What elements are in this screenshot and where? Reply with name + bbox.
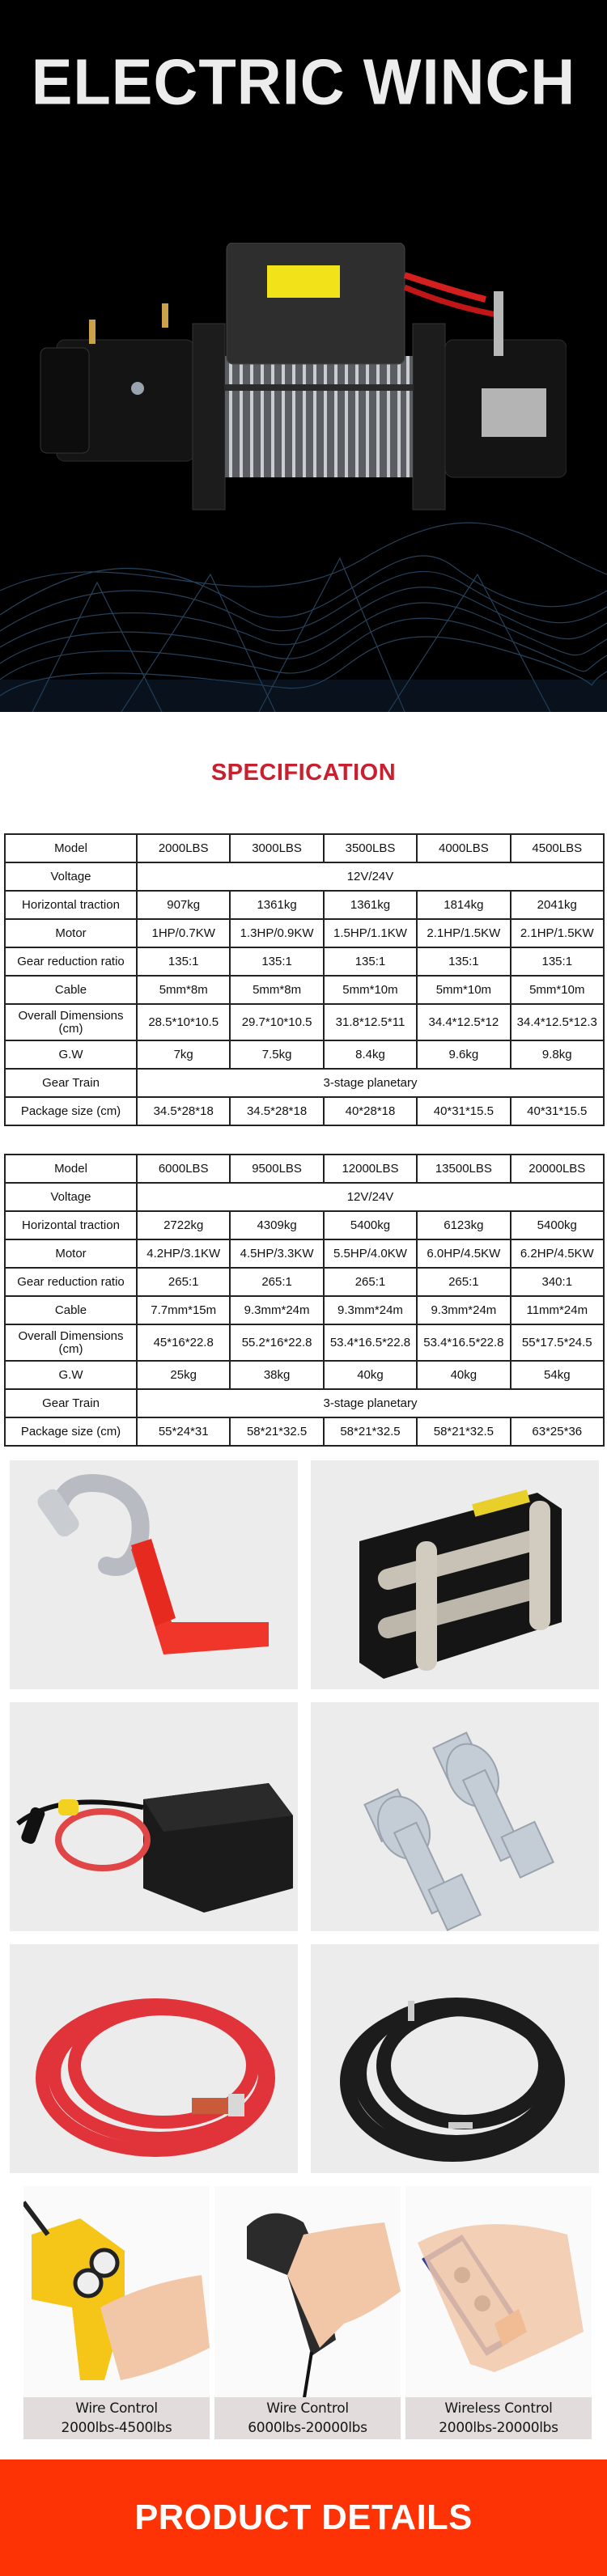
fairlead-icon [311,1460,599,1689]
table-cell: 6123kg [417,1211,510,1239]
table-row-package [5,1097,604,1125]
photo-roller-fairlead [311,1460,599,1689]
table-row-model [5,834,604,862]
table-row-motor [5,1239,604,1268]
remote-range: 2000lbs-4500lbs [61,2420,172,2436]
remote-label [405,2397,592,2439]
spec-table-large-models [4,1154,605,1447]
table-cell: 340:1 [511,1268,604,1296]
model-cell: 3500LBS [324,834,417,862]
bolts-icon [311,1702,599,1931]
row-label: Gear reduction ratio [5,1268,137,1296]
row-label: Cable [5,976,137,1004]
row-label: Model [5,834,137,862]
table-cell: 4309kg [230,1211,323,1239]
remote-range: 2000lbs-20000lbs [439,2420,558,2436]
table-cell: 265:1 [137,1268,230,1296]
table-row-package [5,1417,604,1446]
table-row-model [5,1155,604,1183]
red-cable-icon [10,1944,298,2173]
table-cell: 5mm*8m [230,976,323,1004]
table-cell: 135:1 [324,947,417,976]
table-cell: 135:1 [230,947,323,976]
model-cell: 3000LBS [230,834,323,862]
remote-title: Wireless Control [444,2400,553,2417]
table-cell: 6.2HP/4.5KW [511,1239,604,1268]
model-cell: 4000LBS [417,834,510,862]
model-cell: 12000LBS [324,1155,417,1183]
row-label: Voltage [5,862,137,891]
gear-train-cell: 3-stage planetary [137,1389,604,1417]
table-row-voltage [5,862,604,891]
table-row-gw [5,1361,604,1389]
table-cell: 40*28*18 [324,1097,417,1125]
table-cell: 9.3mm*24m [324,1296,417,1324]
product-details-heading: PRODUCT DETAILS [134,2498,473,2537]
remote-title: Wire Control [75,2400,158,2417]
remote-title: Wire Control [266,2400,349,2417]
table-cell: 2.1HP/1.5KW [417,919,510,947]
table-spacer [0,1126,607,1154]
table-row-gw [5,1040,604,1069]
table-cell: 135:1 [511,947,604,976]
table-cell: 55*24*31 [137,1417,230,1446]
model-cell: 9500LBS [230,1155,323,1183]
table-cell: 5mm*8m [137,976,230,1004]
specification-heading: SPECIFICATION [210,759,397,786]
row-label: Motor [5,919,137,947]
table-row-gear-train [5,1389,604,1417]
table-cell: 53.4*16.5*22.8 [417,1324,510,1361]
table-row-traction [5,891,604,919]
table-cell: 40kg [417,1361,510,1389]
table-cell: 1361kg [230,891,323,919]
row-label: G.W [5,1361,137,1389]
black-cable-icon [311,1944,599,2173]
table-cell: 31.8*12.5*11 [324,1004,417,1040]
table-cell: 265:1 [324,1268,417,1296]
photo-control-box [10,1702,298,1931]
model-cell: 4500LBS [511,834,604,862]
table-cell: 9.8kg [511,1040,604,1069]
remote-wire-control-small [23,2186,210,2439]
spec-table-small-models [4,833,605,1126]
table-row-gear-ratio [5,1268,604,1296]
table-row-gear-train [5,1069,604,1097]
table-row-motor [5,919,604,947]
remote-range: 6000lbs-20000lbs [248,2420,367,2436]
table-cell: 9.6kg [417,1040,510,1069]
hero-title: ELECTRIC WINCH [31,45,576,119]
row-label: Gear reduction ratio [5,947,137,976]
table-cell: 2.1HP/1.5KW [511,919,604,947]
row-label: Horizontal traction [5,891,137,919]
table-cell: 1814kg [417,891,510,919]
remote-wireless-control [405,2186,592,2439]
row-label: Gear Train [5,1389,137,1417]
table-cell: 55.2*16*22.8 [230,1324,323,1361]
table-cell: 54kg [511,1361,604,1389]
hook-icon [10,1460,298,1689]
remote-control-options [0,2186,607,2443]
remote-label [214,2397,401,2439]
row-label: Model [5,1155,137,1183]
table-cell: 11mm*24m [511,1296,604,1324]
table-row-cable [5,1296,604,1324]
product-details-banner [0,2459,607,2576]
voltage-cell: 12V/24V [137,862,604,891]
table-cell: 28.5*10*10.5 [137,1004,230,1040]
row-label: Horizontal traction [5,1211,137,1239]
table-cell: 5mm*10m [417,976,510,1004]
accessory-photo-grid [0,1447,607,2173]
model-cell: 20000LBS [511,1155,604,1183]
remote-label [23,2397,210,2439]
table-cell: 5400kg [324,1211,417,1239]
row-label: Motor [5,1239,137,1268]
yellow-pendant-remote-icon [23,2186,210,2403]
row-label: Package size (cm) [5,1097,137,1125]
voltage-cell: 12V/24V [137,1183,604,1211]
specification-section [0,712,607,1447]
table-cell: 7kg [137,1040,230,1069]
table-cell: 29.7*10*10.5 [230,1004,323,1040]
table-cell: 40*31*15.5 [417,1097,510,1125]
photo-hook-with-red-strap [10,1460,298,1689]
table-cell: 1.3HP/0.9KW [230,919,323,947]
table-cell: 4.2HP/3.1KW [137,1239,230,1268]
table-cell: 135:1 [137,947,230,976]
wireless-remote-icon [405,2186,592,2403]
row-label: Gear Train [5,1069,137,1097]
table-cell: 8.4kg [324,1040,417,1069]
table-cell: 58*21*32.5 [230,1417,323,1446]
row-label: Overall Dimensions (cm) [5,1324,137,1361]
table-cell: 7.7mm*15m [137,1296,230,1324]
table-cell: 45*16*22.8 [137,1324,230,1361]
table-cell: 34.4*12.5*12 [417,1004,510,1040]
table-row-voltage [5,1183,604,1211]
table-cell: 25kg [137,1361,230,1389]
photo-bolts [311,1702,599,1931]
table-row-gear-ratio [5,947,604,976]
table-cell: 1HP/0.7KW [137,919,230,947]
row-label: G.W [5,1040,137,1069]
row-label: Package size (cm) [5,1417,137,1446]
photo-red-battery-cable [10,1944,298,2173]
row-label: Overall Dimensions (cm) [5,1004,137,1040]
table-cell: 7.5kg [230,1040,323,1069]
table-row-cable [5,976,604,1004]
table-cell: 2041kg [511,891,604,919]
table-cell: 40*31*15.5 [511,1097,604,1125]
table-row-dimensions [5,1324,604,1361]
table-cell: 907kg [137,891,230,919]
table-cell: 265:1 [417,1268,510,1296]
table-cell: 9.3mm*24m [230,1296,323,1324]
table-cell: 265:1 [230,1268,323,1296]
control-box-icon [10,1702,298,1931]
row-label: Voltage [5,1183,137,1211]
table-cell: 34.5*28*18 [230,1097,323,1125]
table-cell: 6.0HP/4.5KW [417,1239,510,1268]
table-cell: 5mm*10m [324,976,417,1004]
model-cell: 6000LBS [137,1155,230,1183]
table-cell: 9.3mm*24m [417,1296,510,1324]
table-cell: 34.4*12.5*12.3 [511,1004,604,1040]
gear-train-cell: 3-stage planetary [137,1069,604,1097]
table-cell: 55*17.5*24.5 [511,1324,604,1361]
table-cell: 34.5*28*18 [137,1097,230,1125]
table-cell: 5mm*10m [511,976,604,1004]
hero-banner [0,0,607,712]
table-cell: 58*21*32.5 [417,1417,510,1446]
model-cell: 13500LBS [417,1155,510,1183]
photo-black-battery-cable [311,1944,599,2173]
table-row-traction [5,1211,604,1239]
table-cell: 1361kg [324,891,417,919]
table-cell: 38kg [230,1361,323,1389]
table-cell: 2722kg [137,1211,230,1239]
remote-wire-control-large [214,2186,401,2439]
black-handheld-remote-icon [214,2186,401,2403]
table-cell: 4.5HP/3.3KW [230,1239,323,1268]
table-cell: 58*21*32.5 [324,1417,417,1446]
model-cell: 2000LBS [137,834,230,862]
table-cell: 53.4*16.5*22.8 [324,1324,417,1361]
table-row-dimensions [5,1004,604,1040]
table-cell: 135:1 [417,947,510,976]
table-cell: 5400kg [511,1211,604,1239]
wave-mesh-background [0,372,607,712]
table-cell: 5.5HP/4.0KW [324,1239,417,1268]
table-cell: 40kg [324,1361,417,1389]
row-label: Cable [5,1296,137,1324]
table-cell: 1.5HP/1.1KW [324,919,417,947]
table-cell: 63*25*36 [511,1417,604,1446]
